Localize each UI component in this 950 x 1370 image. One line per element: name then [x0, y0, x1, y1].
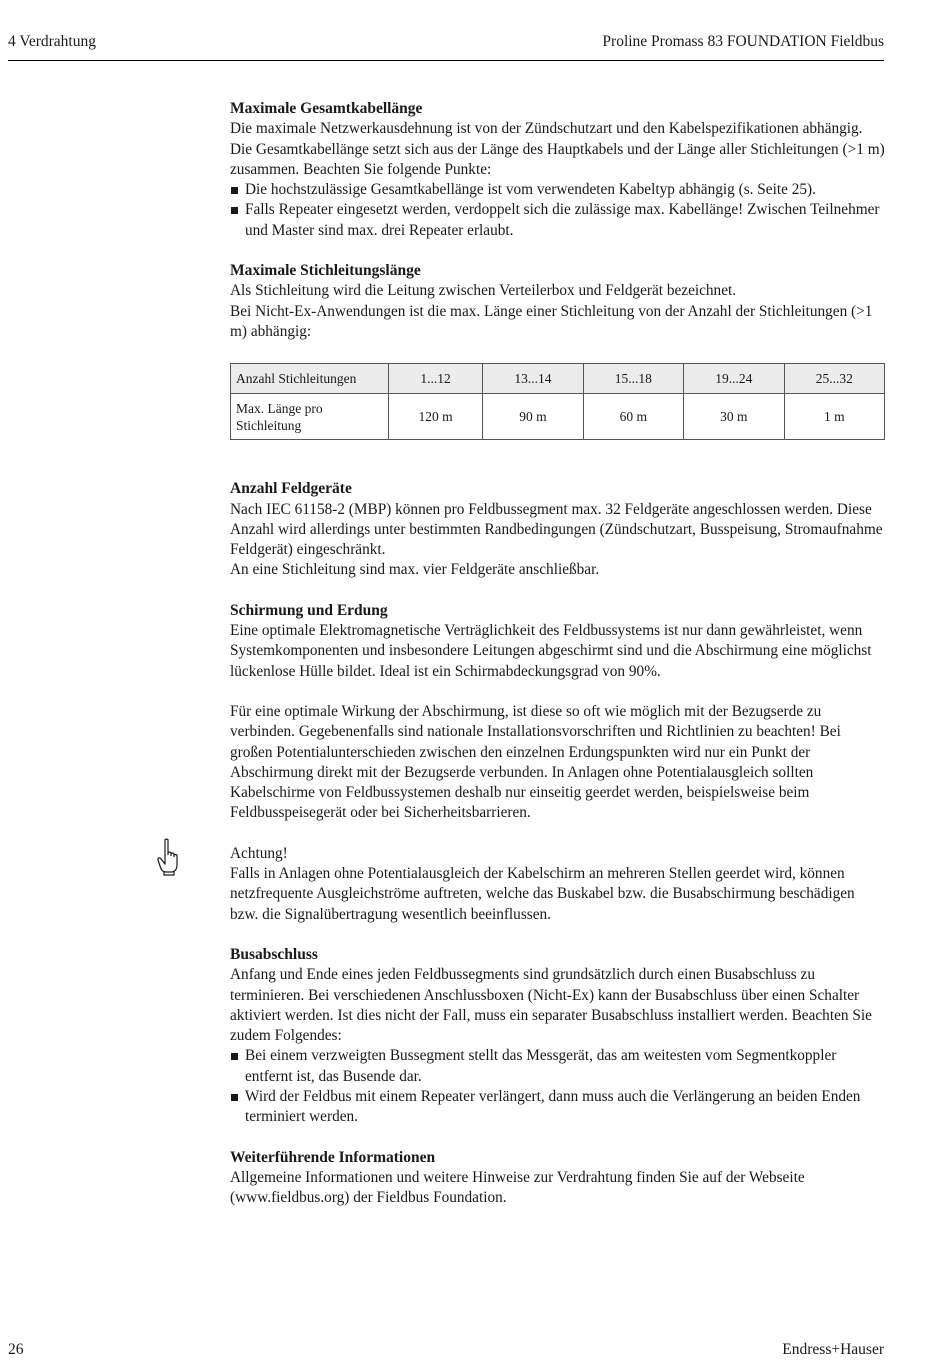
table-cell: 19...24: [684, 364, 784, 394]
section-weitere-informationen: [230, 1148, 886, 1209]
pointing-hand-icon: [154, 838, 182, 876]
header-product: Proline Promass 83 FOUNDATION Fieldbus: [602, 33, 884, 50]
warning-title: Achtung!: [230, 844, 288, 862]
paragraph: Die maximale Netzwerkausdehnung ist von der Zündschutzart und den Kabelspezifikationen abhängig. Die Gesamtkabellänge setzt sich aus der Länge des Hauptkabels und der Länge aller Stichleitungen (>1 m) zusammen. Beachten Sie folgende Punkte:: [230, 120, 885, 178]
section-title: Schirmung und Erdung: [230, 601, 388, 619]
list-item: Bei einem verzweigten Bussegment stellt das Messgerät, das am weitesten vom Segmentkoppler entfernt ist, das Busende dar.: [230, 1046, 886, 1087]
paragraph: Allgemeine Informationen und weitere Hinweise zur Verdrahtung finden Sie auf der Webseite (www.fieldbus.org) der Fieldbus Foundation.: [230, 1168, 805, 1207]
table-row: [231, 394, 885, 440]
paragraph: Anfang und Ende eines jeden Feldbussegments sind grundsätzlich durch einen Busabschluss zu terminieren. Bei verschiedenen Anschlussboxen (Nicht-Ex) kann der Busabschluss über einen Schalter aktiviert werden. Ist dies nicht der Fall, muss ein separater Busabschluss installiert werden. Beachten Sie zudem Folgendes:: [230, 966, 872, 1045]
table-cell: 1...12: [389, 364, 483, 394]
section-title: Maximale Stichleitungslänge: [230, 262, 421, 280]
list-item: Wird der Feldbus mit einem Repeater verlängert, dann muss auch die Verlängerung an beiden Enden terminiert werden.: [230, 1087, 886, 1128]
table-row: [231, 364, 885, 394]
table-cell: 30 m: [684, 394, 784, 440]
section-title: Weiterführende Informationen: [230, 1148, 436, 1166]
paragraph: Als Stichleitung wird die Leitung zwischen Verteilerbox und Feldgerät bezeichnet.: [230, 282, 737, 300]
table-cell: 90 m: [483, 394, 583, 440]
stichleitung-table: [230, 363, 885, 440]
section-title: Maximale Gesamtkabellänge: [230, 100, 423, 117]
main-content: [230, 99, 886, 1208]
table-cell: 13...14: [483, 364, 583, 394]
table-cell: 60 m: [583, 394, 683, 440]
section-schirmung: [230, 601, 886, 824]
section-stichleitungslaenge: [230, 261, 886, 440]
list-item: Die hochstzulässige Gesamtkabellänge ist vom verwendeten Kabeltyp abhängig (s. Seite 25).: [230, 180, 886, 200]
warning-text: Falls in Anlagen ohne Potentialausgleich der Kabelschirm an mehreren Stellen geerdet wird, können netzfrequente Ausgleichströme auftreten, welche das Buskabel bzw. die Busabschirmung beschädigen bzw. die Signalübertragung wesentlich beeinflussen.: [230, 865, 855, 923]
list-item: Falls Repeater eingesetzt werden, verdoppelt sich die zulässige max. Kabellänge! Zwischen Teilnehmer und Master sind max. drei Repeater erlaubt.: [230, 200, 886, 241]
warning-note: [230, 844, 886, 925]
paragraph: An eine Stichleitung sind max. vier Feldgeräte anschließbar.: [230, 561, 600, 579]
section-busabschluss: [230, 945, 886, 1128]
brand-name: Endress+Hauser: [782, 1341, 884, 1358]
section-title: Busabschluss: [230, 945, 318, 963]
section-gesamtkabellaenge: [230, 99, 886, 241]
bullet-list: [230, 1046, 886, 1127]
paragraph: Bei Nicht-Ex-Anwendungen ist die max. Länge einer Stichleitung von der Anzahl der Stichleitungen (>1 m) abhängig:: [230, 302, 873, 340]
table-cell: 120 m: [389, 394, 483, 440]
page-number: 26: [8, 1341, 24, 1358]
section-feldgeraete: [230, 479, 886, 580]
table-cell-header: Max. Länge pro Stichleitung: [231, 394, 389, 440]
table-cell: 25...32: [784, 364, 884, 394]
paragraph: Für eine optimale Wirkung der Abschirmung, ist diese so oft wie möglich mit der Bezugserde zu verbinden. Gegebenenfalls sind nationale Installationsvorschriften und Richtlinien zu beachten! Bei großen Potentialunterschieden zwischen den einzelnen Erdungspunkten wird nur ein Punkt der Abschirmung direkt mit der Bezugserde verbunden. In Anlagen ohne Potentialausgleich sollten Kabelschirme von Feldbussystemen deshalb nur einseitig geerdet werden, beispielsweise beim Feldbusspeisegerät oder bei Sicherheitsbarrieren.: [230, 702, 841, 822]
paragraph: Eine optimale Elektromagnetische Verträglichkeit des Feldbussystems ist nur dann gewährleistet, wenn Systemkomponenten und insbesondere Leitungen abgeschirmt sind und die Abschirmung eine möglichst lückenlose Hülle bildet. Ideal ist ein Schirmabdeckungsgrad von 90%.: [230, 622, 872, 680]
section-title: Anzahl Feldgeräte: [230, 480, 352, 498]
header-rule: [8, 60, 884, 61]
table-cell: 15...18: [583, 364, 683, 394]
bullet-list: [230, 180, 886, 241]
header-chapter: 4 Verdrahtung: [8, 33, 96, 50]
paragraph: Nach IEC 61158-2 (MBP) können pro Feldbussegment max. 32 Feldgeräte angeschlossen werden. Diese Anzahl wird allerdings unter bestimmten Randbedingungen (Zündschutzart, Busspeisung, Stromaufnahme Feldgerät) eingeschränkt.: [230, 500, 883, 559]
table-cell-header: Anzahl Stichleitungen: [231, 364, 389, 394]
table-cell: 1 m: [784, 394, 884, 440]
